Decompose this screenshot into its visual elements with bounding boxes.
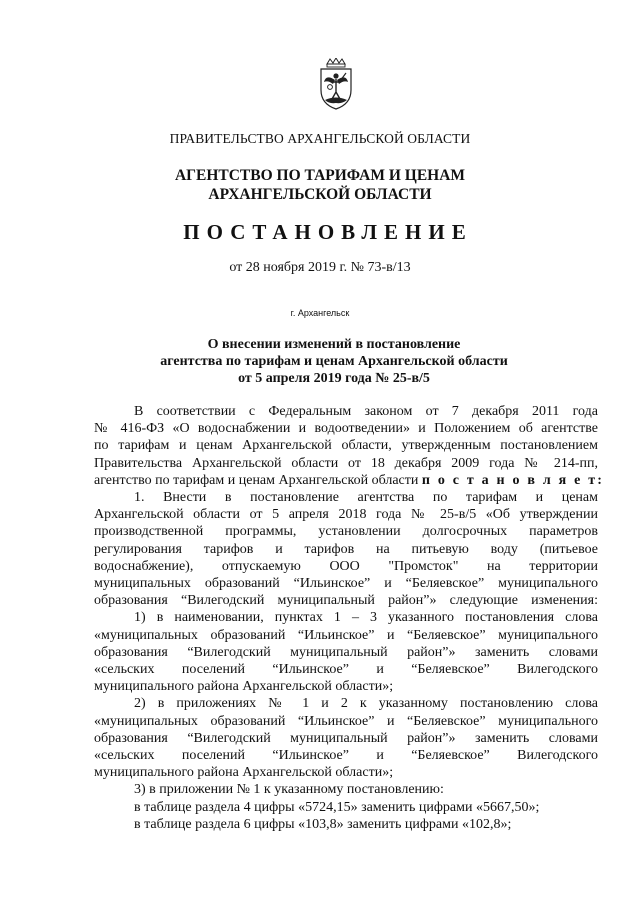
text-line: [94, 472, 605, 489]
text-line: регулирования тарифов и тарифов на питьевую воду (питьевое: [94, 541, 598, 557]
decree-word: п о с т а н о в л я е т:: [421, 472, 605, 488]
subitem-1: [94, 609, 598, 695]
text-line: водоснабжение), отпускаемую ООО "Промсток" на территории: [94, 558, 598, 574]
document-title: [0, 336, 640, 387]
text-line: Архангельской области от 5 апреля 2018 года № 25-в/5 «Об утверждении: [94, 507, 598, 523]
agency-name: [0, 166, 640, 204]
text-line: образования “Вилегодский муниципальный район”» заменить словами: [94, 730, 598, 746]
subitem-2: [94, 695, 598, 781]
text-line: В соответствии с Федеральным законом от 7 декабря 2011 года: [134, 404, 598, 419]
text-line: по тарифам и ценам Архангельской области, утвержденным постановлением: [94, 438, 598, 454]
text-line: образования “Вилегодский муниципальный район”» заменить словами: [94, 644, 598, 660]
text-line: № 416-ФЗ «О водоснабжении и водоотведении» и Положением об агентстве: [94, 421, 598, 437]
text-line: «сельских поселений “Ильинское” и “Беляевское” Вилегодского: [94, 748, 598, 764]
text-line: муниципального района Архангельской области»;: [94, 765, 394, 781]
text-line: муниципального района Архангельской области»;: [94, 679, 394, 695]
date-number: от 28 ноября 2019 г. № 73-в/13: [229, 260, 411, 275]
text-line: производственной программы, установлении долгосрочных параметров: [94, 524, 598, 540]
text-line: в таблице раздела 6 цифры «103,8» заменить цифрами «102,8»;: [134, 816, 512, 832]
agency-name-line1: АГЕНТСТВО ПО ТАРИФАМ И ЦЕНАМ: [174, 167, 466, 184]
text-line: Правительства Архангельской области от 18 декабря 2009 года № 214-пп,: [94, 455, 598, 471]
agency-name-line2: АРХАНГЕЛЬСКОЙ ОБЛАСТИ: [208, 186, 432, 203]
text-line: «муниципальных образований “Ильинское” и “Беляевское” муниципального: [94, 713, 598, 729]
text-fragment: агентство по тарифам и ценам Архангельской области: [94, 472, 419, 488]
coat-of-arms-icon: [317, 58, 355, 110]
text-line: муниципальных образований “Ильинское” и “Беляевское” муниципального: [94, 576, 598, 592]
text-line: «сельских поселений “Ильинское” и “Беляевское” Вилегодского: [94, 662, 598, 678]
title-line3: от 5 апреля 2019 года № 25-в/5: [238, 371, 430, 386]
text-line: 1) в наименовании, пунктах 1 – 3 указанного постановления слова: [134, 610, 598, 626]
text-line: образования “Вилегодский муниципальный район”» следующие изменения:: [94, 593, 598, 609]
government-name: ПРАВИТЕЛЬСТВО АРХАНГЕЛЬСКОЙ ОБЛАСТИ: [169, 131, 471, 146]
preamble-paragraph: [94, 403, 605, 489]
text-line: «муниципальных образований “Ильинское” и “Беляевское” муниципального: [94, 627, 598, 643]
text-line: в таблице раздела 4 цифры «5724,15» заменить цифрами «5667,50»;: [134, 799, 540, 815]
text-line: 2) в приложениях № 1 и 2 к указанному постановлению слова: [134, 696, 598, 712]
text-line: 3) в приложении № 1 к указанному постановлению:: [134, 782, 444, 798]
title-line1: О внесении изменений в постановление: [207, 337, 461, 352]
text-line: 1. Внести в постановление агентства по тарифам и ценам: [134, 490, 598, 506]
item-1: [94, 489, 598, 609]
city: г. Архангельск: [290, 308, 350, 318]
document-body: [94, 403, 605, 833]
document-type: ПОСТАНОВЛЕНИЕ: [183, 220, 473, 244]
title-line2: агентства по тарифам и ценам Архангельской области: [160, 354, 508, 369]
subitem-3: [94, 781, 598, 833]
